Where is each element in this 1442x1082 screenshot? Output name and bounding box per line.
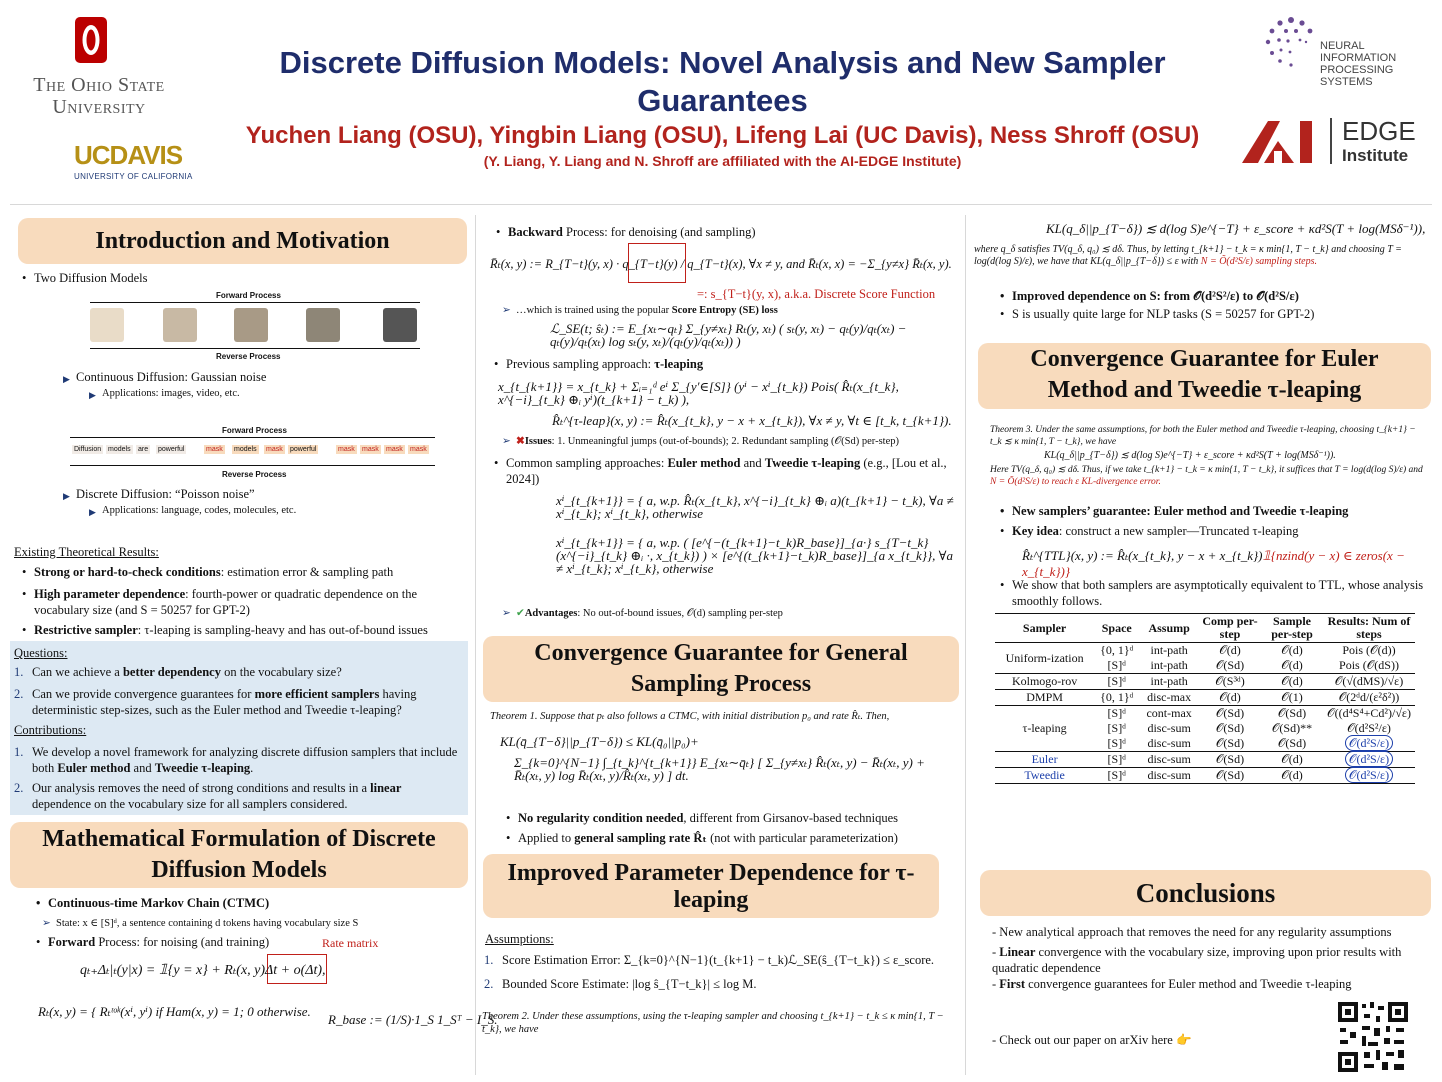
table-header: Comp per-step [1202, 614, 1258, 641]
table-header: Sampler [1022, 620, 1067, 635]
token-mask: mask [266, 446, 283, 453]
no-regularity-item: • No regularity condition needed, different from Girsanov-based techniques [518, 810, 898, 826]
rate-matrix-label: Rate matrix [322, 936, 379, 950]
theorem-3-equation: KL(q_δ||p_{T−δ}) ≲ d(log S)e^{−T} + ε_score + κd²S(T + log(MSδ⁻¹)). [1044, 450, 1336, 461]
token: powerful [158, 446, 185, 453]
ctmc-item: • Continuous-time Markov Chain (CTMC) [48, 895, 269, 911]
arxiv-link[interactable]: - Check out our paper on arXiv here 👉 [992, 1033, 1192, 1047]
table-row: [S]ᵈ disc-sum 𝒪(Sd) 𝒪(Sd)** 𝒪(d²S²/ε) [1107, 721, 1391, 735]
theorem-1-equation-b: Σ_{k=0}^{N−1} ∫_{t_k}^{t_{k+1}} E_{xₜ∼q̄ₜ} [ Σ_{y≠xₜ} R̂ₜ(xₜ, y) − R̄ₜ(xₜ, y) + R̄ₜ(xₜ, y) log R̄ₜ(xₜ, y)/R̂ₜ(xₜ, y) ] dt. [514, 755, 925, 783]
assumption-1: 1. Score Estimation Error: Σ_{k=0}^{N−1}(t_{k+1} − t_k)ℒ_SE(ŝ_{T−t_k}) ≤ ε_score. [484, 953, 935, 967]
tweedie-equation: xⁱ_{t_{k+1}} = { a, w.p. ( [e^{−(t_{k+1}−t_k)R_base}]_{a·} s_{T−t_k}(x^{−i}_{t_k} ⊕ᵢ ·, x_{t_k}) ) × [e^{(t_{k+1}−t_k)R_base}]_{a x_{t_k}}, ∀a ≠ xⁱ_{t_k}; xⁱ_{t_k}, otherwise [556, 535, 954, 576]
questions-title: Questions: [14, 646, 68, 660]
improved-dependence-heading: Improved Parameter Dependence for τ- leaping [483, 854, 939, 918]
ucdavis-wordmark: UCDAVIS [74, 140, 183, 170]
pointing-hand-icon: 👉 [1175, 1033, 1192, 1047]
assumption-2: 2. Bounded Score Estimate: |log ŝ_{T−t_k}| ≤ log M. [484, 977, 757, 991]
table-header: Assump [1148, 620, 1190, 635]
discrete-apps-item: ▶ Applications: language, codes, molecules, etc. [102, 504, 296, 517]
math-heading: Mathematical Formulation of Discrete Diffusion Models [10, 822, 468, 888]
image-noise-sequence [90, 308, 420, 344]
rbase-equation: R_base := (1/S)·1_S 1_Sᵀ − I_S. [328, 1012, 498, 1027]
assumptions-title: Assumptions: [485, 932, 554, 946]
table-header: Sample per-step [1271, 614, 1313, 641]
common-approach-item: • Common sampling approaches: Euler method and Tweedie τ-leaping (e.g., [Lou et al., 2024]) [506, 455, 956, 487]
affiliation-note: (Y. Liang, Y. Liang and N. Shroff are affiliated with the AI-EDGE Institute) [483, 153, 962, 169]
logo-divider [1330, 118, 1332, 164]
score-function-label: =: s_{T−t}(y, x), a.k.a. Discrete Score Function [697, 287, 936, 301]
backward-equation: R̄ₜ(x, y) := R_{T−t}(y, x) · q_{T−t}(y) / q_{T−t}(x), ∀x ≠ y, and R̄ₜ(x, x) = −Σ_{y≠x} R̄ₜ(x, y). [490, 257, 952, 271]
contribution-1: 1. We develop a novel framework for analyzing discrete diffusion samplers that include both Euler method and Tweedie τ-leaping. [14, 745, 458, 775]
backward-process-item: • Backward Process: for denoising (and sampling) [508, 224, 756, 240]
dog-image-noisy-1 [163, 308, 197, 342]
s-large-item: • S is usually quite large for NLP tasks (S = 50257 for GPT-2) [1012, 306, 1314, 322]
advantages-item: ➢ ✔Advantages: No out-of-bound issues, 𝒪(d) sampling per-step [516, 607, 783, 620]
intro-heading: Introduction and Motivation [18, 218, 467, 264]
kl-bound-equation: KL(q_δ||p_{T−δ}) ≲ d(log S)e^{−T} + ε_score + κd²S(T + log(MSδ⁻¹)), [1046, 221, 1426, 236]
poster-title: Discrete Diffusion Models: Novel Analysis and New Sampler Guarantees [279, 45, 1166, 118]
forward-process-item: • Forward Process: for noising (and training) [48, 934, 269, 950]
table-row: Kolmogo-rov [S]ᵈ int-path 𝒪(S³ᵈ) 𝒪(d) 𝒪(√(dMS)/√ε) [995, 674, 1415, 690]
question-1: 1. Can we achieve a better dependency on the vocabulary size? [14, 665, 342, 679]
conclusion-2: - Linear convergence with the vocabulary size, improving upon prior results with quadratic dependence [992, 945, 1402, 975]
dog-image-noisy-2 [234, 308, 268, 342]
qr-code-icon[interactable] [1336, 1000, 1410, 1074]
table-row: [S]ᵈ int-path 𝒪(Sd) 𝒪(d) Pois (𝒪(dS)) [1107, 658, 1399, 672]
general-convergence-heading: Convergence Guarantee for General Sampling Process [483, 636, 959, 702]
neurips-logo-icon [1262, 14, 1320, 72]
theorem-2: Theorem 2. Under these assumptions, using the τ-leaping sampler and choosing t_{k+1} − t_k ≤ κ min{1, T − t_k}, we have [482, 1011, 944, 1035]
osu-wordmark: The Ohio State University [33, 74, 165, 118]
reverse-process-label: Reverse Process [216, 352, 281, 361]
authors: Yuchen Liang (OSU), Yingbin Liang (OSU), Lifeng Lai (UC Davis), Ness Shroff (OSU) [245, 122, 1200, 149]
discrete-diffusion-item: ▶ Discrete Diffusion: “Poisson noise” [76, 486, 255, 502]
state-item: ➢ State: x ∈ [S]ᵈ, a sentence containing d tokens having vocabulary size S [56, 917, 358, 930]
edge-wordmark: EDGE [1342, 116, 1416, 146]
rate-equation: Rₜ(x, y) = { Rₜᵗᵒᵏ(xⁱ, yⁱ) if Ham(x, y) = 1; 0 otherwise. [38, 1004, 311, 1019]
token-mask: mask [410, 446, 427, 453]
se-loss-item: ➢ …which is trained using the popular Score Entropy (SE) loss [516, 304, 778, 317]
applied-item: • Applied to general sampling rate R̂ₜ (not with particular parameterization) [518, 830, 898, 846]
conclusion-3: - First convergence guarantees for Euler method and Tweedie τ-leaping [992, 977, 1352, 991]
theorem-3-part-a: Theorem 3. Under the same assumptions, for both the Euler method and Tweedie τ-leaping, choosing t_{k+1} − t_k ≲ κ min{1, T − t_k}, we have [990, 425, 1416, 447]
institute-wordmark: Institute [1342, 146, 1409, 165]
token-sequence [70, 445, 435, 459]
forward-process-label-2: Forward Process [222, 426, 287, 435]
euler-tweedie-heading: Convergence Guarantee for Euler Method and Tweedie τ-leaping [978, 343, 1431, 409]
continuous-diffusion-item: ▶ Continuous Diffusion: Gaussian noise [76, 369, 266, 385]
noise-image [383, 308, 417, 342]
table-header: Space [1101, 620, 1132, 635]
table-row: Tweedie [S]ᵈ disc-sum 𝒪(Sd) 𝒪(d) 𝒪(d²S/ε) [995, 768, 1415, 784]
header-divider [10, 204, 1432, 205]
ai-edge-logo-icon [1240, 117, 1328, 165]
column-divider-2 [965, 215, 966, 1075]
tau-leap-equation-2: R̂ₜ^{τ-leap}(x, y) := R̂ₜ(x_{t_k}, y − x + x_{t_k}), ∀x ≠ y, ∀t ∈ [t_k, t_{k+1}). [552, 413, 952, 428]
conclusion-1: - New analytical approach that removes the need for any regularity assumptions [992, 925, 1392, 939]
table-row: τ-leaping [S]ᵈ cont-max 𝒪(Sd) 𝒪(Sd) 𝒪((d⁴S⁴+Cd²)/√ε) [995, 706, 1415, 722]
token-mask: mask [362, 446, 379, 453]
table-row: Euler [S]ᵈ disc-sum 𝒪(Sd) 𝒪(d) 𝒪(d²S/ε) [995, 752, 1415, 768]
existing-item: • High parameter dependence: fourth-power or quadratic dependence on the vocabulary size (and S = 50257 for GPT-2) [34, 586, 464, 618]
ucdavis-subtitle: UNIVERSITY OF CALIFORNIA [74, 172, 193, 181]
existing-item: • Restrictive sampler: τ-leaping is sampling-heavy and has out-of-bound issues [34, 622, 464, 638]
euler-equation: xⁱ_{t_{k+1}} = { a, w.p. R̂ₜ(x_{t_k}, x^{−i}_{t_k} ⊕ᵢ a)(t_{k+1} − t_k), ∀a ≠ xⁱ_{t_k}; xⁱ_{t_k}, otherwise [556, 493, 954, 521]
forward-arrow-2 [70, 437, 435, 438]
table-header-row [995, 614, 1415, 643]
token: models [234, 446, 257, 453]
previous-approach-item: • Previous sampling approach: τ-leaping [506, 356, 703, 372]
token: are [138, 446, 149, 453]
cross-icon: ✖ [516, 436, 525, 447]
existing-results-title: Existing Theoretical Results: [14, 545, 159, 559]
forward-process-label: Forward Process [216, 291, 281, 300]
equivalence-item: • We show that both samplers are asymptotically equivalent to TTL, whose analysis smoothly follows. [1012, 577, 1427, 609]
token-mask: mask [206, 446, 223, 453]
table-row: [S]ᵈ disc-sum 𝒪(Sd) 𝒪(Sd) 𝒪(d²S/ε) [995, 736, 1415, 752]
dog-image-clean [90, 308, 124, 342]
theorem-1: Theorem 1. Suppose that pₜ also follows a CTMC, with initial distribution p₀ and rate R̂ₜ. Then, [490, 711, 890, 722]
reverse-arrow-2 [70, 465, 435, 466]
forward-equation: qₜ₊Δₜ|ₜ(y|x) = 𝟙{y = x} + Rₜ(x, y)Δt + o(Δt), [80, 963, 326, 978]
table-row: DMPM {0, 1}ᵈ disc-max 𝒪(d) 𝒪(1) 𝒪(2ᵈd/(ε²δ²)) [995, 690, 1415, 706]
dog-image-noisy-3 [306, 308, 340, 342]
contributions-title: Contributions: [14, 723, 87, 737]
sampler-comparison-table [995, 613, 1415, 784]
osu-logo-icon [74, 16, 108, 64]
token-mask: mask [386, 446, 403, 453]
ttl-equation: R̂ₜ^{TTL}(x, y) := R̂ₜ(x_{t_k}, y − x + x_{t_k})𝟙{nzind(y − x) ∈ zeros(x − x_{t_k})} [1022, 548, 1405, 579]
tau-leap-equation-1: x_{t_{k+1}} = x_{t_k} + Σᵢ₌₁ᵈ eⁱ Σ_{y′∈[S]} (yⁱ − xⁱ_{t_k}) Pois( R̂ₜ(x_{t_k}, x^{−i}_{t_k} ⊕ᵢ yⁱ)(t_{k+1} − t_k) ), [498, 379, 899, 407]
forward-arrow [90, 302, 420, 303]
where-text: where q_δ satisfies TV(q_δ, q₀) ≲ dδ. Thus, by letting t_{k+1} − t_k = κ min{1, T − t_k} and choosing T = log(d(log S)/ε), we have that KL(q_δ||p_{T−δ}) ≤ ε with N = Õ(d²S/ε) sampling steps. [974, 244, 1402, 267]
table-header: Results: Num of steps [1327, 614, 1411, 641]
se-loss-equation: ℒ_SE(t; ŝₜ) := E_{xₜ∼qₜ} Σ_{y≠xₜ} Rₜ(y, xₜ) ( sₜ(y, xₜ) − qₜ(y)/qₜ(xₜ) − qₜ(y)/qₜ(xₜ) log sₜ(y, xₜ)/(qₜ(y)/qₜ(xₜ)) ) [550, 321, 907, 349]
issues-item: ➢ ✖Issues: 1. Unmeaningful jumps (out-of-bounds); 2. Redundant sampling (𝒪(Sd) per-step) [516, 435, 899, 448]
existing-item: • Strong or hard-to-check conditions: estimation error & sampling path [34, 564, 464, 580]
new-samplers-item: • New samplers’ guarantee: Euler method and Tweedie τ-leaping [1012, 503, 1348, 519]
continuous-apps-item: ▶ Applications: images, video, etc. [102, 387, 240, 400]
theorem-3-part-b: Here TV(q_δ, q₀) ≲ dδ. Thus, if we take t_{k+1} − t_k = κ min{1, T − t_k}, it suffices that T = log(d(log S)/ε) and N = Õ(d²S/ε) to reach ε KL-divergence error. [990, 465, 1423, 487]
conclusions-heading: Conclusions [980, 870, 1431, 916]
token: models [108, 446, 131, 453]
token-mask: mask [338, 446, 355, 453]
neurips-wordmark: NEURAL INFORMATION PROCESSING SYSTEMS [1320, 40, 1397, 88]
contribution-2: 2. Our analysis removes the need of strong conditions and results in a linear dependence on the vocabulary size for all samplers considered. [14, 781, 402, 811]
check-icon: ✔ [516, 608, 525, 619]
key-idea-item: • Key idea: construct a new sampler—Truncated τ-leaping [1012, 523, 1298, 539]
token: powerful [290, 446, 317, 453]
two-models-item: • Two Diffusion Models [34, 270, 147, 286]
table-row: Uniform-ization {0, 1}ᵈ int-path 𝒪(d) 𝒪(d) Pois (𝒪(d)) [995, 643, 1415, 659]
reverse-process-label-2: Reverse Process [222, 470, 287, 479]
improved-dependence-item: • Improved dependence on S: from 𝒪(d²S²/ε) to 𝒪(d²S/ε) [1012, 288, 1299, 304]
reverse-arrow [90, 348, 420, 349]
question-2: 2. Can we provide convergence guarantees for more efficient samplers having deterministic step-sizes, such as the Euler method and Tweedie τ-leaping? [14, 687, 417, 717]
token: Diffusion [74, 446, 102, 453]
column-divider-1 [475, 215, 476, 1075]
theorem-1-equation-a: KL(q̄_{T−δ}||p_{T−δ}) ≤ KL(q̄₀||p₀)+ [500, 734, 699, 749]
